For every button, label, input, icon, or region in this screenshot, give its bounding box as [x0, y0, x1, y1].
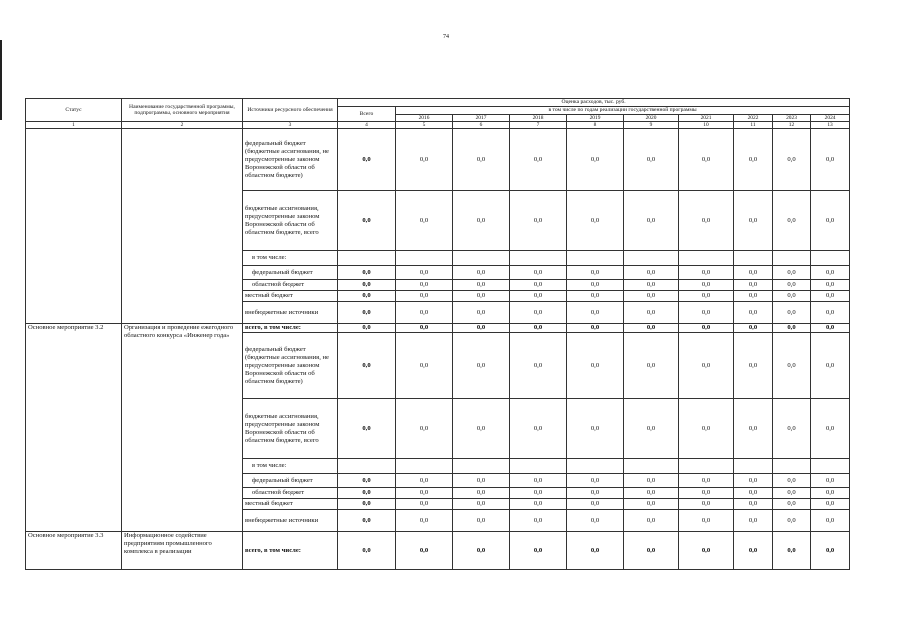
header-year: 2019 [567, 115, 624, 122]
cell-year-value: 0,0 [679, 510, 734, 532]
cell-year-value: 0,0 [624, 266, 679, 280]
cell-year-value: 0,0 [396, 129, 453, 191]
cell-year-value: 0,0 [734, 291, 773, 302]
column-number: 3 [243, 122, 338, 129]
cell-year-value: 0,0 [811, 291, 850, 302]
cell-total [338, 459, 396, 474]
header-year: 2022 [734, 115, 773, 122]
budget-table [25, 98, 850, 570]
cell-year-value: 0,0 [567, 474, 624, 488]
header-year: 2021 [679, 115, 734, 122]
header-year: 2016 [396, 115, 453, 122]
cell-year-value: 0,0 [453, 129, 510, 191]
cell-year-value: 0,0 [811, 499, 850, 510]
cell-year-value: 0,0 [773, 129, 811, 191]
cell-year-value: 0,0 [567, 399, 624, 459]
cell-year-value: 0,0 [679, 291, 734, 302]
cell-year-value: 0,0 [567, 266, 624, 280]
row-source: бюджетные ассигнования, предусмотренные законом Воронежской области об областном бюджете, всего [243, 399, 338, 459]
cell-year-value: 0,0 [453, 302, 510, 324]
header-year: 2018 [510, 115, 567, 122]
cell-year-value [453, 459, 510, 474]
cell-year-value: 0,0 [453, 333, 510, 399]
cell-year-value: 0,0 [773, 510, 811, 532]
cell-year-value: 0,0 [773, 488, 811, 499]
cell-year-value: 0,0 [510, 280, 567, 291]
row-name: Информационное содействие предприятиям промышленного комплекса в реализации [122, 532, 243, 570]
cell-year-value: 0,0 [510, 324, 567, 333]
cell-year-value: 0,0 [734, 499, 773, 510]
page-number: 74 [443, 34, 449, 40]
row-source: бюджетные ассигнования, предусмотренные законом Воронежской области об областном бюджете, всего [243, 191, 338, 251]
row-source: внебюджетные источники [243, 302, 338, 324]
row-source: местный бюджет [243, 499, 338, 510]
cell-year-value: 0,0 [453, 399, 510, 459]
row-source: всего, в том числе: [243, 532, 338, 570]
cell-year-value: 0,0 [734, 129, 773, 191]
cell-year-value: 0,0 [679, 499, 734, 510]
cell-year-value [567, 459, 624, 474]
header-status: Статус [26, 99, 122, 122]
row-name [122, 129, 243, 324]
row-source: областной бюджет [243, 488, 338, 499]
cell-year-value: 0,0 [773, 474, 811, 488]
cell-year-value [773, 459, 811, 474]
cell-year-value: 0,0 [734, 399, 773, 459]
cell-year-value: 0,0 [679, 129, 734, 191]
cell-total: 0,0 [338, 499, 396, 510]
column-number: 9 [624, 122, 679, 129]
cell-total: 0,0 [338, 266, 396, 280]
row-source: в том числе: [243, 459, 338, 474]
header-year: 2020 [624, 115, 679, 122]
cell-year-value: 0,0 [624, 510, 679, 532]
cell-year-value: 0,0 [679, 191, 734, 251]
cell-year-value: 0,0 [624, 324, 679, 333]
cell-year-value: 0,0 [453, 532, 510, 570]
cell-year-value: 0,0 [396, 488, 453, 499]
cell-year-value: 0,0 [679, 324, 734, 333]
column-number: 11 [734, 122, 773, 129]
cell-year-value [679, 251, 734, 266]
cell-year-value: 0,0 [624, 191, 679, 251]
cell-year-value: 0,0 [396, 333, 453, 399]
cell-year-value: 0,0 [679, 399, 734, 459]
cell-year-value: 0,0 [396, 499, 453, 510]
cell-year-value: 0,0 [811, 474, 850, 488]
cell-year-value: 0,0 [773, 532, 811, 570]
cell-year-value: 0,0 [734, 266, 773, 280]
column-number: 4 [338, 122, 396, 129]
cell-total: 0,0 [338, 191, 396, 251]
cell-year-value: 0,0 [567, 280, 624, 291]
cell-year-value: 0,0 [567, 129, 624, 191]
cell-total: 0,0 [338, 129, 396, 191]
cell-year-value: 0,0 [567, 302, 624, 324]
cell-year-value: 0,0 [811, 532, 850, 570]
cell-year-value: 0,0 [624, 399, 679, 459]
cell-total: 0,0 [338, 333, 396, 399]
cell-year-value: 0,0 [734, 302, 773, 324]
row-source: федеральный бюджет [243, 474, 338, 488]
cell-year-value: 0,0 [811, 399, 850, 459]
cell-year-value: 0,0 [624, 488, 679, 499]
row-name: Организация и проведение ежегодного областного конкурса «Инженер года» [122, 324, 243, 532]
cell-total: 0,0 [338, 324, 396, 333]
header-by-years: в том числе по годам реализации государственной программы [396, 107, 850, 115]
cell-year-value [679, 459, 734, 474]
row-source: областной бюджет [243, 280, 338, 291]
cell-year-value: 0,0 [510, 333, 567, 399]
cell-year-value: 0,0 [453, 324, 510, 333]
cell-year-value: 0,0 [567, 191, 624, 251]
cell-year-value: 0,0 [567, 499, 624, 510]
cell-year-value: 0,0 [679, 333, 734, 399]
cell-year-value: 0,0 [679, 488, 734, 499]
cell-year-value: 0,0 [396, 324, 453, 333]
header-estimate: Оценка расходов, тыс. руб. [338, 99, 850, 107]
cell-year-value: 0,0 [624, 129, 679, 191]
cell-year-value: 0,0 [773, 302, 811, 324]
cell-year-value: 0,0 [624, 333, 679, 399]
cell-total: 0,0 [338, 474, 396, 488]
row-status [26, 129, 122, 324]
cell-year-value: 0,0 [734, 510, 773, 532]
cell-year-value [734, 251, 773, 266]
cell-year-value: 0,0 [811, 333, 850, 399]
cell-year-value: 0,0 [773, 333, 811, 399]
cell-year-value: 0,0 [773, 191, 811, 251]
row-source: в том числе: [243, 251, 338, 266]
column-number: 6 [453, 122, 510, 129]
cell-year-value: 0,0 [734, 324, 773, 333]
header-year: 2024 [811, 115, 850, 122]
cell-year-value: 0,0 [396, 302, 453, 324]
column-number: 13 [811, 122, 850, 129]
row-source: федеральный бюджет (бюджетные ассигнования, не предусмотренные законом Воронежской области об областном бюджете) [243, 333, 338, 399]
cell-year-value: 0,0 [396, 510, 453, 532]
cell-year-value: 0,0 [396, 191, 453, 251]
row-source: местный бюджет [243, 291, 338, 302]
cell-year-value: 0,0 [453, 266, 510, 280]
cell-total: 0,0 [338, 532, 396, 570]
cell-year-value: 0,0 [453, 191, 510, 251]
cell-year-value [396, 459, 453, 474]
cell-year-value [811, 459, 850, 474]
column-number: 10 [679, 122, 734, 129]
cell-year-value: 0,0 [773, 266, 811, 280]
cell-year-value: 0,0 [679, 474, 734, 488]
cell-total: 0,0 [338, 510, 396, 532]
table-row [26, 532, 850, 570]
cell-total [338, 251, 396, 266]
column-number: 7 [510, 122, 567, 129]
cell-year-value: 0,0 [510, 532, 567, 570]
cell-year-value: 0,0 [453, 474, 510, 488]
cell-year-value [811, 251, 850, 266]
cell-year-value: 0,0 [679, 280, 734, 291]
cell-year-value [510, 251, 567, 266]
cell-year-value [624, 251, 679, 266]
cell-year-value: 0,0 [811, 280, 850, 291]
cell-total: 0,0 [338, 399, 396, 459]
cell-year-value: 0,0 [396, 532, 453, 570]
cell-year-value: 0,0 [510, 302, 567, 324]
table-row [26, 324, 850, 333]
cell-year-value: 0,0 [811, 191, 850, 251]
cell-year-value: 0,0 [510, 129, 567, 191]
cell-year-value: 0,0 [679, 302, 734, 324]
cell-year-value: 0,0 [773, 280, 811, 291]
cell-year-value: 0,0 [734, 280, 773, 291]
cell-year-value: 0,0 [396, 266, 453, 280]
cell-year-value: 0,0 [734, 191, 773, 251]
cell-year-value: 0,0 [453, 499, 510, 510]
cell-year-value: 0,0 [679, 532, 734, 570]
cell-year-value [396, 251, 453, 266]
cell-year-value: 0,0 [624, 291, 679, 302]
cell-year-value: 0,0 [453, 291, 510, 302]
cell-year-value: 0,0 [773, 499, 811, 510]
header-total: Всего [338, 107, 396, 122]
cell-year-value: 0,0 [624, 532, 679, 570]
header-year: 2017 [453, 115, 510, 122]
cell-year-value: 0,0 [624, 474, 679, 488]
cell-total: 0,0 [338, 291, 396, 302]
column-number: 2 [122, 122, 243, 129]
cell-year-value [567, 251, 624, 266]
cell-year-value: 0,0 [734, 532, 773, 570]
cell-year-value: 0,0 [510, 510, 567, 532]
cell-year-value [624, 459, 679, 474]
cell-year-value: 0,0 [567, 532, 624, 570]
cell-year-value: 0,0 [624, 499, 679, 510]
row-source: федеральный бюджет [243, 266, 338, 280]
cell-year-value: 0,0 [510, 474, 567, 488]
cell-year-value: 0,0 [396, 474, 453, 488]
cell-year-value: 0,0 [510, 191, 567, 251]
cell-year-value: 0,0 [567, 510, 624, 532]
row-source: всего, в том числе: [243, 324, 338, 333]
header-year: 2023 [773, 115, 811, 122]
header-name: Наименование государственной программы, подпрограммы, основного мероприятия [122, 99, 243, 122]
cell-year-value: 0,0 [811, 129, 850, 191]
cell-total: 0,0 [338, 280, 396, 291]
row-source: федеральный бюджет (бюджетные ассигнования, не предусмотренные законом Воронежской области об областном бюджете) [243, 129, 338, 191]
scan-margin-bar [0, 40, 2, 120]
cell-year-value: 0,0 [811, 302, 850, 324]
cell-year-value: 0,0 [773, 399, 811, 459]
cell-year-value [734, 459, 773, 474]
cell-year-value: 0,0 [811, 510, 850, 532]
cell-year-value: 0,0 [396, 280, 453, 291]
cell-year-value: 0,0 [510, 499, 567, 510]
cell-year-value [510, 459, 567, 474]
column-number: 12 [773, 122, 811, 129]
row-status: Основное мероприятие 3.3 [26, 532, 122, 570]
cell-year-value: 0,0 [510, 291, 567, 302]
cell-year-value: 0,0 [396, 399, 453, 459]
cell-year-value: 0,0 [453, 488, 510, 499]
cell-year-value: 0,0 [734, 474, 773, 488]
column-number: 5 [396, 122, 453, 129]
cell-year-value: 0,0 [624, 280, 679, 291]
cell-year-value: 0,0 [811, 488, 850, 499]
cell-year-value: 0,0 [453, 510, 510, 532]
cell-year-value: 0,0 [773, 291, 811, 302]
header-sources: Источники ресурсного обеспечения [243, 99, 338, 122]
cell-total: 0,0 [338, 302, 396, 324]
cell-year-value: 0,0 [734, 333, 773, 399]
table-row [26, 129, 850, 191]
cell-year-value: 0,0 [567, 324, 624, 333]
cell-year-value [453, 251, 510, 266]
cell-year-value: 0,0 [510, 266, 567, 280]
cell-total: 0,0 [338, 488, 396, 499]
cell-year-value: 0,0 [453, 280, 510, 291]
cell-year-value: 0,0 [679, 266, 734, 280]
cell-year-value: 0,0 [811, 324, 850, 333]
cell-year-value: 0,0 [624, 302, 679, 324]
column-number: 1 [26, 122, 122, 129]
cell-year-value: 0,0 [567, 333, 624, 399]
cell-year-value: 0,0 [567, 488, 624, 499]
cell-year-value: 0,0 [734, 488, 773, 499]
cell-year-value [773, 251, 811, 266]
cell-year-value: 0,0 [510, 488, 567, 499]
column-number: 8 [567, 122, 624, 129]
cell-year-value: 0,0 [510, 399, 567, 459]
row-source: внебюджетные источники [243, 510, 338, 532]
cell-year-value: 0,0 [396, 291, 453, 302]
row-status: Основное мероприятие 3.2 [26, 324, 122, 532]
cell-year-value: 0,0 [773, 324, 811, 333]
cell-year-value: 0,0 [567, 291, 624, 302]
cell-year-value: 0,0 [811, 266, 850, 280]
